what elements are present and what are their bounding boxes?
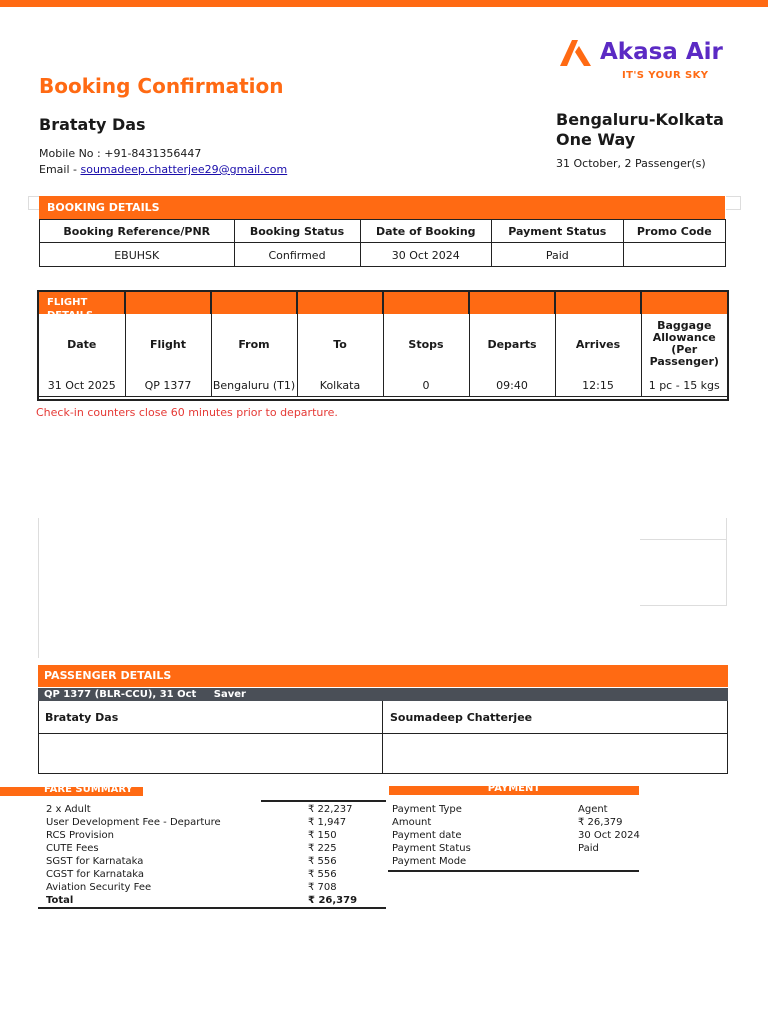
payment-item-value: 30 Oct 2024	[578, 830, 640, 841]
promo-code-value	[623, 243, 725, 267]
fare-item-amount: ₹ 708	[308, 882, 337, 893]
fare-type: Saver	[213, 689, 246, 700]
blank-frame-line-bottom	[640, 605, 726, 606]
brand-name: Akasa Air	[600, 39, 723, 65]
fare-total-label: Total	[46, 895, 74, 906]
payment-row	[392, 855, 640, 868]
fare-item-name: Aviation Security Fee	[46, 882, 152, 893]
trip-type: One Way	[556, 130, 636, 149]
payment-item-name: Payment date	[392, 830, 462, 841]
blank-frame-left	[38, 518, 39, 658]
email-label: Email -	[39, 163, 81, 176]
fare-item-name: 2 x Adult	[46, 804, 91, 815]
booking-details-table	[39, 219, 726, 267]
passenger-details-header: PASSENGER DETAILS	[38, 665, 728, 687]
fare-item-name: CUTE Fees	[46, 843, 99, 854]
flight-departs: 09:40	[469, 374, 555, 396]
col-baggage: Baggage Allowance (Per Passenger)	[649, 319, 719, 368]
col-booking-status: Booking Status	[234, 220, 360, 243]
fare-item-amount: ₹ 150	[308, 830, 337, 841]
pnr-value: EBUHSK	[40, 243, 235, 267]
segment-info: QP 1377 (BLR-CCU), 31 Oct	[44, 689, 197, 700]
payment-item-name: Payment Mode	[392, 856, 467, 867]
flight-arrives: 12:15	[555, 374, 641, 396]
passenger-grid	[38, 701, 728, 774]
fare-item-name: CGST for Karnataka	[46, 869, 144, 880]
flight-stops: 0	[383, 374, 469, 396]
fare-item-amount: ₹ 22,237	[308, 804, 353, 815]
col-from: From	[211, 314, 297, 374]
payment-item-value: ₹ 26,379	[578, 817, 623, 828]
fare-total-row	[46, 894, 386, 907]
col-stops: Stops	[383, 314, 469, 374]
flight-row-divider	[39, 396, 727, 397]
fare-item-name: User Development Fee - Departure	[46, 817, 221, 828]
fare-row	[46, 842, 386, 855]
payment-item-value: Paid	[578, 843, 599, 854]
flight-details-table	[39, 292, 727, 396]
passenger-2: Soumadeep Chatterjee	[390, 711, 533, 724]
payment-item-value: Agent	[578, 804, 608, 815]
decor-corner-right	[726, 196, 741, 210]
booking-date-value: 30 Oct 2024	[360, 243, 491, 267]
checkin-note: Check-in counters close 60 minutes prior to departure.	[36, 406, 338, 419]
fare-total-rule	[38, 907, 386, 909]
col-arrives: Arrives	[555, 314, 641, 374]
fare-row	[46, 868, 386, 881]
col-booking-ref: Booking Reference/PNR	[40, 220, 235, 243]
flight-number: QP 1377	[125, 374, 211, 396]
brand-tagline: IT'S YOUR SKY	[622, 70, 709, 81]
passenger-1: Brataty Das	[45, 711, 119, 724]
route-title	[556, 110, 724, 150]
route-cities: Bengaluru-Kolkata	[556, 110, 724, 129]
payment-row	[392, 816, 640, 829]
fare-row	[46, 881, 386, 894]
flight-details-label: FLIGHT DETAILS	[47, 297, 94, 321]
booking-details-header: BOOKING DETAILS	[39, 196, 725, 219]
akasa-logo-icon	[558, 38, 592, 68]
col-payment-status: Payment Status	[492, 220, 624, 243]
fare-summary-label: FARE SUMMARY	[44, 784, 133, 795]
payment-status-value: Paid	[492, 243, 624, 267]
payment-label: PAYMENT	[487, 783, 541, 794]
payment-list	[392, 803, 640, 872]
fare-item-amount: ₹ 225	[308, 843, 337, 854]
payment-rule	[388, 870, 639, 872]
fare-item-amount: ₹ 556	[308, 856, 337, 867]
fare-row	[46, 816, 386, 829]
fare-summary-list	[46, 803, 386, 909]
fare-item-name: SGST for Karnataka	[46, 856, 144, 867]
booking-status-value: Confirmed	[234, 243, 360, 267]
fare-row	[46, 855, 386, 868]
flight-from: Bengaluru (T1)	[211, 374, 297, 396]
fare-row	[46, 803, 386, 816]
segment-bar	[38, 688, 728, 701]
brand-logo	[556, 38, 746, 88]
fare-item-amount: ₹ 1,947	[308, 817, 347, 828]
passenger-name: Brataty Das	[39, 115, 146, 134]
col-flight: Flight	[125, 314, 211, 374]
payment-row	[392, 842, 640, 855]
fare-item-name: RCS Provision	[46, 830, 114, 841]
col-promo-code: Promo Code	[623, 220, 725, 243]
fare-total-amount: ₹ 26,379	[308, 895, 358, 906]
flight-baggage: 1 pc - 15 kgs	[648, 378, 720, 392]
col-date: Date	[39, 314, 125, 374]
blank-frame-right	[726, 518, 727, 606]
email-link[interactable]: soumadeep.chatterjee29@gmail.com	[80, 163, 288, 176]
flight-to: Kolkata	[297, 374, 383, 396]
payment-item-name: Payment Type	[392, 804, 462, 815]
fare-item-amount: ₹ 556	[308, 869, 337, 880]
col-date-of-booking: Date of Booking	[360, 220, 491, 243]
page-title: Booking Confirmation	[39, 74, 284, 98]
trip-info: 31 October, 2 Passenger(s)	[556, 157, 706, 170]
col-departs: Departs	[469, 314, 555, 374]
flight-date: 31 Oct 2025	[39, 374, 125, 396]
email-line	[39, 163, 287, 176]
top-accent-bar	[0, 0, 768, 7]
blank-frame-line	[640, 539, 726, 540]
passenger-row-divider	[39, 733, 727, 734]
payment-item-name: Amount	[392, 817, 432, 828]
payment-item-name: Payment Status	[392, 843, 471, 854]
payment-row	[392, 803, 640, 816]
mobile-number: Mobile No : +91-8431356447	[39, 147, 202, 160]
fare-row	[46, 829, 386, 842]
col-to: To	[297, 314, 383, 374]
fare-summary-rule	[261, 800, 386, 802]
passenger-divider	[382, 701, 383, 773]
payment-row	[392, 829, 640, 842]
